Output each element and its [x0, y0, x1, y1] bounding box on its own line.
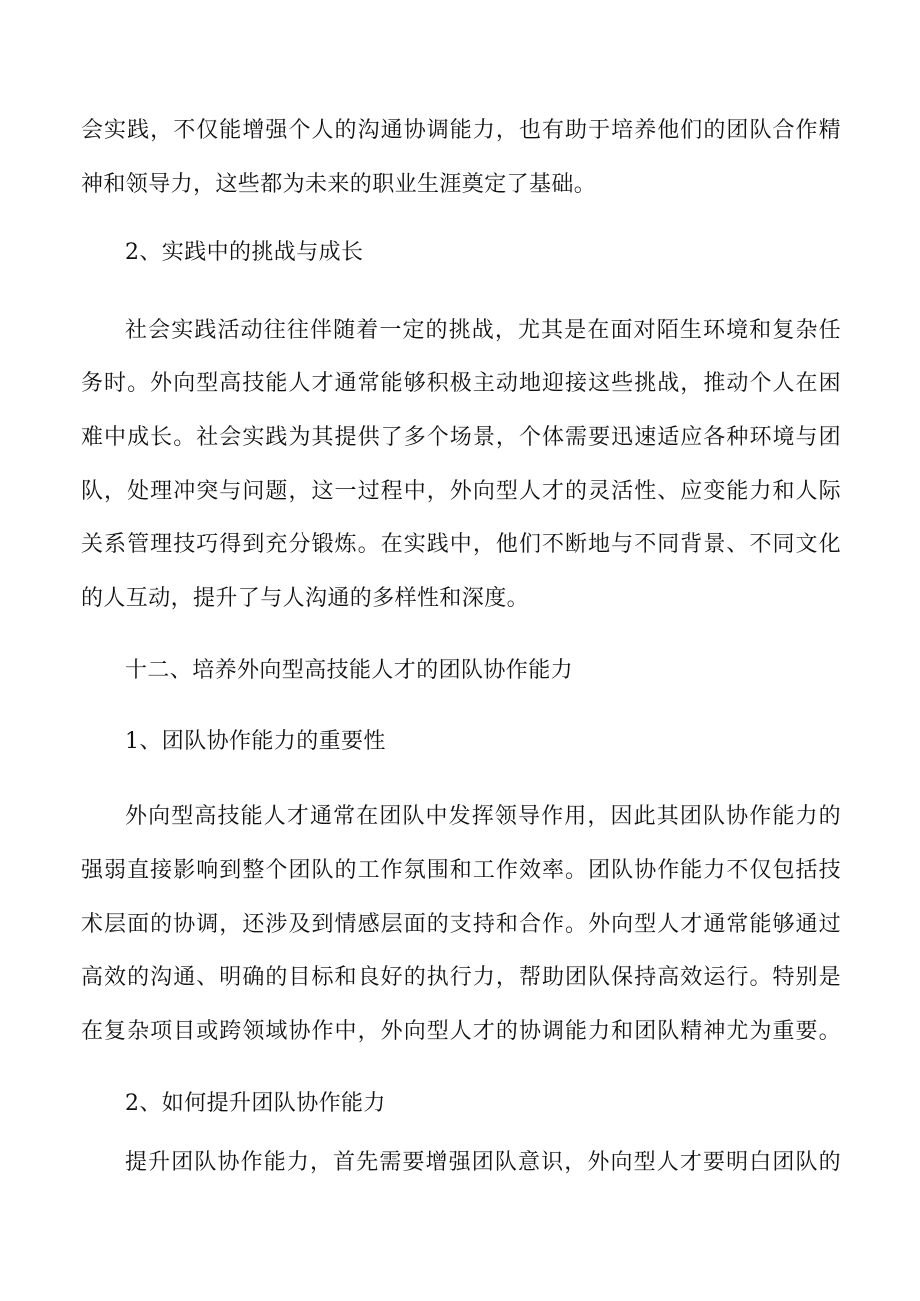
section-heading: 2、实践中的挑战与成长 [125, 240, 364, 265]
section-heading: 1、团队协作能力的重要性 [125, 729, 386, 754]
paragraph-line: 强弱直接影响到整个团队的工作氛围和工作效率。团队协作能力不仅包括技 [81, 858, 841, 883]
paragraph-line: 务时。外向型高技能人才通常能够积极主动地迎接这些挑战，推动个人在困 [81, 371, 841, 396]
paragraph-line: 的人互动，提升了与人沟通的多样性和深度。 [81, 586, 530, 611]
paragraph-line: 提升团队协作能力，首先需要增强团队意识，外向型人才要明白团队的 [125, 1150, 841, 1175]
paragraph-line: 队，处理冲突与问题，这一过程中，外向型人才的灵活性、应变能力和人际 [81, 479, 841, 504]
paragraph-line: 外向型高技能人才通常在团队中发挥领导作用，因此其团队协作能力的 [125, 804, 841, 829]
section-heading: 2、如何提升团队协作能力 [125, 1091, 386, 1116]
paragraph-line: 神和领导力，这些都为未来的职业生涯奠定了基础。 [81, 172, 597, 197]
paragraph-line: 高效的沟通、明确的目标和良好的执行力，帮助团队保持高效运行。特别是 [81, 965, 841, 990]
paragraph-line: 关系管理技巧得到充分锻炼。在实践中，他们不断地与不同背景、不同文化 [81, 532, 841, 557]
chapter-heading: 十二、培养外向型高技能人才的团队协作能力 [125, 658, 574, 683]
paragraph-line: 在复杂项目或跨领域协作中，外向型人才的协调能力和团队精神尤为重要。 [81, 1019, 841, 1044]
paragraph-line: 术层面的协调，还涉及到情感层面的支持和合作。外向型人才通常能够通过 [81, 912, 841, 937]
paragraph-line: 社会实践活动往往伴随着一定的挑战，尤其是在面对陌生环境和复杂任 [125, 318, 841, 343]
paragraph-line: 难中成长。社会实践为其提供了多个场景，个体需要迅速适应各种环境与团 [81, 425, 841, 450]
paragraph-line: 会实践，不仅能增强个人的沟通协调能力，也有助于培养他们的团队合作精 [81, 118, 841, 143]
